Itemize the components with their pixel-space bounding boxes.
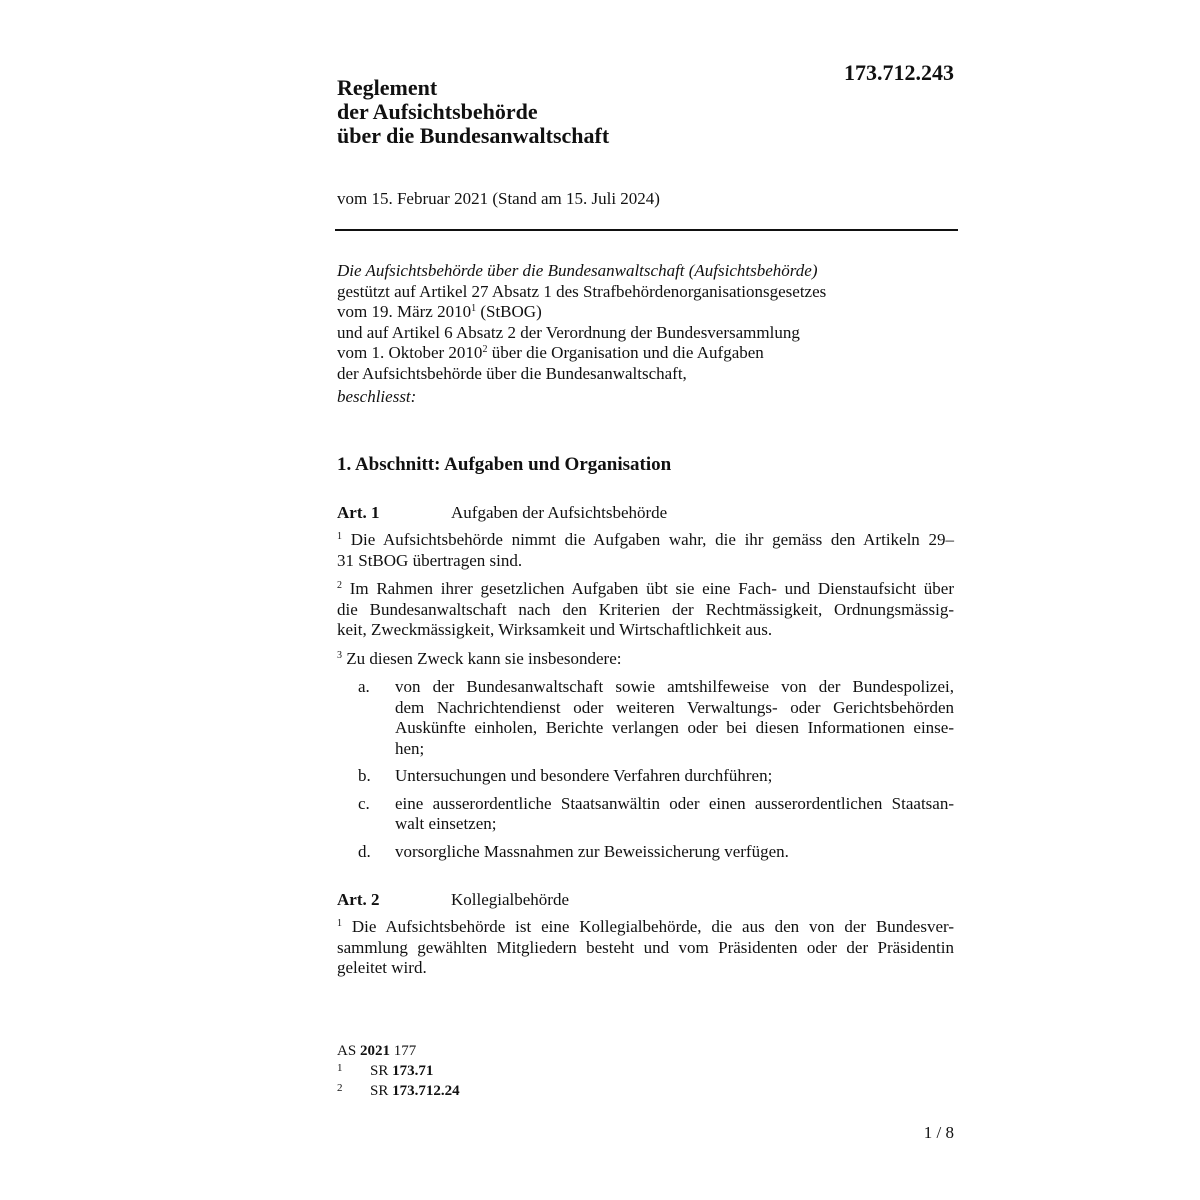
preamble-resolve: beschliesst:: [337, 387, 417, 406]
title-line: der Aufsichtsbehörde: [337, 99, 538, 124]
document-title: [337, 76, 609, 148]
section-title: 1. Abschnitt: Aufgaben und Organisation: [337, 454, 672, 475]
list-marker: d.: [358, 841, 371, 861]
footnote-link[interactable]: 173.712.24: [392, 1083, 460, 1099]
list-item: a. von der Bundesanwaltschaft sowie amtshilfeweise von der Bundespolizei, dem Nachrichtendienst oder weiteren Verwaltungs- oder Gerichtsbehörden Auskünfte einholen, Berichte verlangen oder bei diesen Informationen einse- hen;: [358, 677, 954, 758]
list-item: c. eine ausserordentliche Staatsanwältin oder einen ausserordentlichen Staatsan- walt einsetzen;: [358, 793, 954, 833]
preamble: [337, 261, 957, 408]
preamble-line: vom 1. Oktober 2010$^2$ über die Organisation und die Aufgaben: [337, 343, 764, 362]
enumeration-list: [337, 677, 954, 869]
footnote: 1 SR 173.71: [337, 1062, 434, 1079]
title-line: über die Bundesanwaltschaft: [337, 123, 610, 148]
article-heading: [337, 890, 569, 910]
preamble-line: und auf Artikel 6 Absatz 2 der Verordnung der Bundesversammlung: [337, 322, 800, 342]
article-number: Art. 1: [337, 503, 380, 522]
footnotes: [337, 1043, 460, 1100]
article-title: Aufgaben der Aufsichtsbehörde: [451, 503, 668, 522]
divider: [335, 229, 958, 231]
paragraph-number: 2: [337, 580, 342, 591]
footnote-ref[interactable]: 2: [482, 344, 488, 355]
paragraph: $^1$ Die Aufsichtsbehörde nimmt die Aufgaben wahr, die ihr gemäss den Artikeln 29– 31 StBOG übertragen sind.: [337, 530, 954, 570]
footnote: 2 SR 173.712.24: [337, 1082, 460, 1099]
list-marker: a.: [358, 677, 370, 696]
preamble-intro: Die Aufsichtsbehörde über die Bundesanwaltschaft (Aufsichtsbehörde): [337, 261, 818, 280]
paragraph: $^2$ Im Rahmen ihrer gesetzlichen Aufgaben übt sie eine Fach- und Dienstaufsicht über die Bundesanwaltschaft nach den Kriterien der Rechtmässigkeit, Ordnungsmässig- keit, Zweckmässigkeit, Wirksamkeit und Wirtschaftlichkeit aus.: [337, 579, 955, 639]
list-marker: c.: [358, 793, 370, 813]
as-reference: AS 2021 177: [337, 1043, 417, 1059]
paragraph: $^3$ Zu diesen Zweck kann sie insbesondere:: [337, 649, 622, 668]
list-item: b. Untersuchungen und besondere Verfahren durchführen;: [358, 766, 773, 785]
footnote-ref[interactable]: 1: [471, 303, 477, 314]
footnote-number: 2: [337, 1082, 343, 1094]
list-item: d. vorsorgliche Massnahmen zur Beweissicherung verfügen.: [358, 841, 789, 861]
preamble-line: gestützt auf Artikel 27 Absatz 1 des Strafbehördenorganisationsgesetzes: [337, 281, 827, 301]
paragraph: $^1$ Die Aufsichtsbehörde ist eine Kollegialbehörde, die aus den von der Bundesver- sammlung gewählten Mitgliedern besteht und vom Präsidenten oder der Präsidentin geleitet wird.: [337, 917, 954, 977]
article-heading: [337, 503, 667, 523]
preamble-line: der Aufsichtsbehörde über die Bundesanwaltschaft,: [337, 363, 687, 383]
article-number: Art. 2: [337, 890, 380, 909]
title-line: Reglement: [337, 75, 438, 100]
paragraph-number: 1: [337, 918, 342, 929]
page-number: 1 / 8: [923, 1123, 954, 1142]
sr-number: 173.712.243: [844, 60, 954, 85]
paragraph-number: 1: [337, 531, 342, 542]
footnote-number: 1: [337, 1062, 343, 1074]
footnote-link[interactable]: 173.71: [392, 1063, 434, 1079]
article-title: Kollegialbehörde: [451, 890, 570, 909]
preamble-line: vom 19. März 2010$^1$ (StBOG): [337, 302, 542, 321]
date-line: vom 15. Februar 2021 (Stand am 15. Juli 2024): [337, 189, 660, 208]
list-marker: b.: [358, 766, 371, 785]
paragraph-number: 3: [337, 650, 342, 661]
